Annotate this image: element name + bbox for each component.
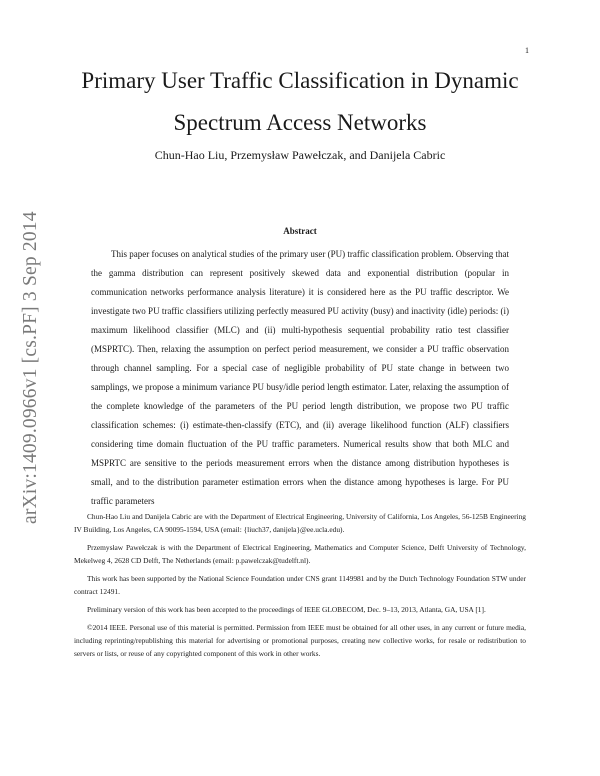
abstract-body: This paper focuses on analytical studies of the primary user (PU) traffic classification problem. Observing that the gamma distribution can represent positively skewed data and exponential distribution (popular in communication networks performance analysis literature) it is considered here as the PU traffic descriptor. We investigate two PU traffic classifiers utilizing perfectly measured PU activity (busy) and inactivity (idle) periods: (i) maximum likelihood classifier (MLC) and (ii) multi-hypothesis sequential probability ratio test classifier (MSPRTC). Then, relaxing the assumption on perfect period measurement, we consider a PU traffic observation through channel sampling. For a special case of negligible probability of PU state change in between two samplings, we propose a minimum variance PU busy/idle period length estimator. Later, relaxing the assumption of the complete knowledge of the parameters of the PU period length distribution, we propose two PU traffic classification schemes: (i) estimate-then-classify (ETC), and (ii) average likelihood function (ALF) classifiers considering time domain fluctuation of the PU traffic parameters. Numerical results show that both MLC and MSPRTC are sensitive to the periods measurement errors when the distance among distribution hypotheses is small, and to the distribution parameter estimation errors when the distance among hypotheses is large. For PU traffic parameters bbox=[91, 249, 509, 506]
arxiv-identifier: arXiv:1409.0966v1 [cs.PF] 3 Sep 2014 bbox=[20, 211, 41, 524]
footnote-preliminary-version: Preliminary version of this work has been accepted to the proceedings of IEEE GLOBECOM, Dec. 9–13, 2013, Atlanta, GA, USA [1]. bbox=[87, 605, 486, 614]
footnote-affiliation-ucla: Chun-Hao Liu and Danijela Cabric are with the Department of Electrical Engineering, University of California, Los Angeles, 56-125B Engineering IV Building, Los Angeles, CA 90095-1594, USA (email: {liuch37, danijela}@ee.ucla.edu). bbox=[74, 512, 526, 534]
author-list: Chun-Hao Liu, Przemysław Pawełczak, and Danijela Cabric bbox=[154, 148, 446, 162]
footnote-affiliation-delft: Przemysław Pawełczak is with the Department of Electrical Engineering, Mathematics and Computer Science, Delft University of Technology, Mekelweg 4, 2628 CD Delft, The Netherlands (email: p.pawelczak@tudelft.nl). bbox=[74, 543, 526, 565]
paper-title: Primary User Traffic Classification in Dynamic Spectrum Access Networks bbox=[81, 68, 519, 135]
footnotes bbox=[74, 510, 526, 665]
page-number: 1 bbox=[525, 46, 529, 55]
footnote-funding: This work has been supported by the National Science Foundation under CNS grant 1149981 and by the Dutch Technology Foundation STW under contract 12491. bbox=[74, 574, 526, 596]
abstract-heading: Abstract bbox=[283, 226, 317, 236]
footnote-copyright: ©2014 IEEE. Personal use of this material is permitted. Permission from IEEE must be obtained for all other uses, in any current or future media, including reprinting/republishing this material for advertising or promotional purposes, creating new collective works, for resale or redistribution to servers or lists, or reuse of any copyrighted component of this work in other works. bbox=[74, 623, 526, 658]
